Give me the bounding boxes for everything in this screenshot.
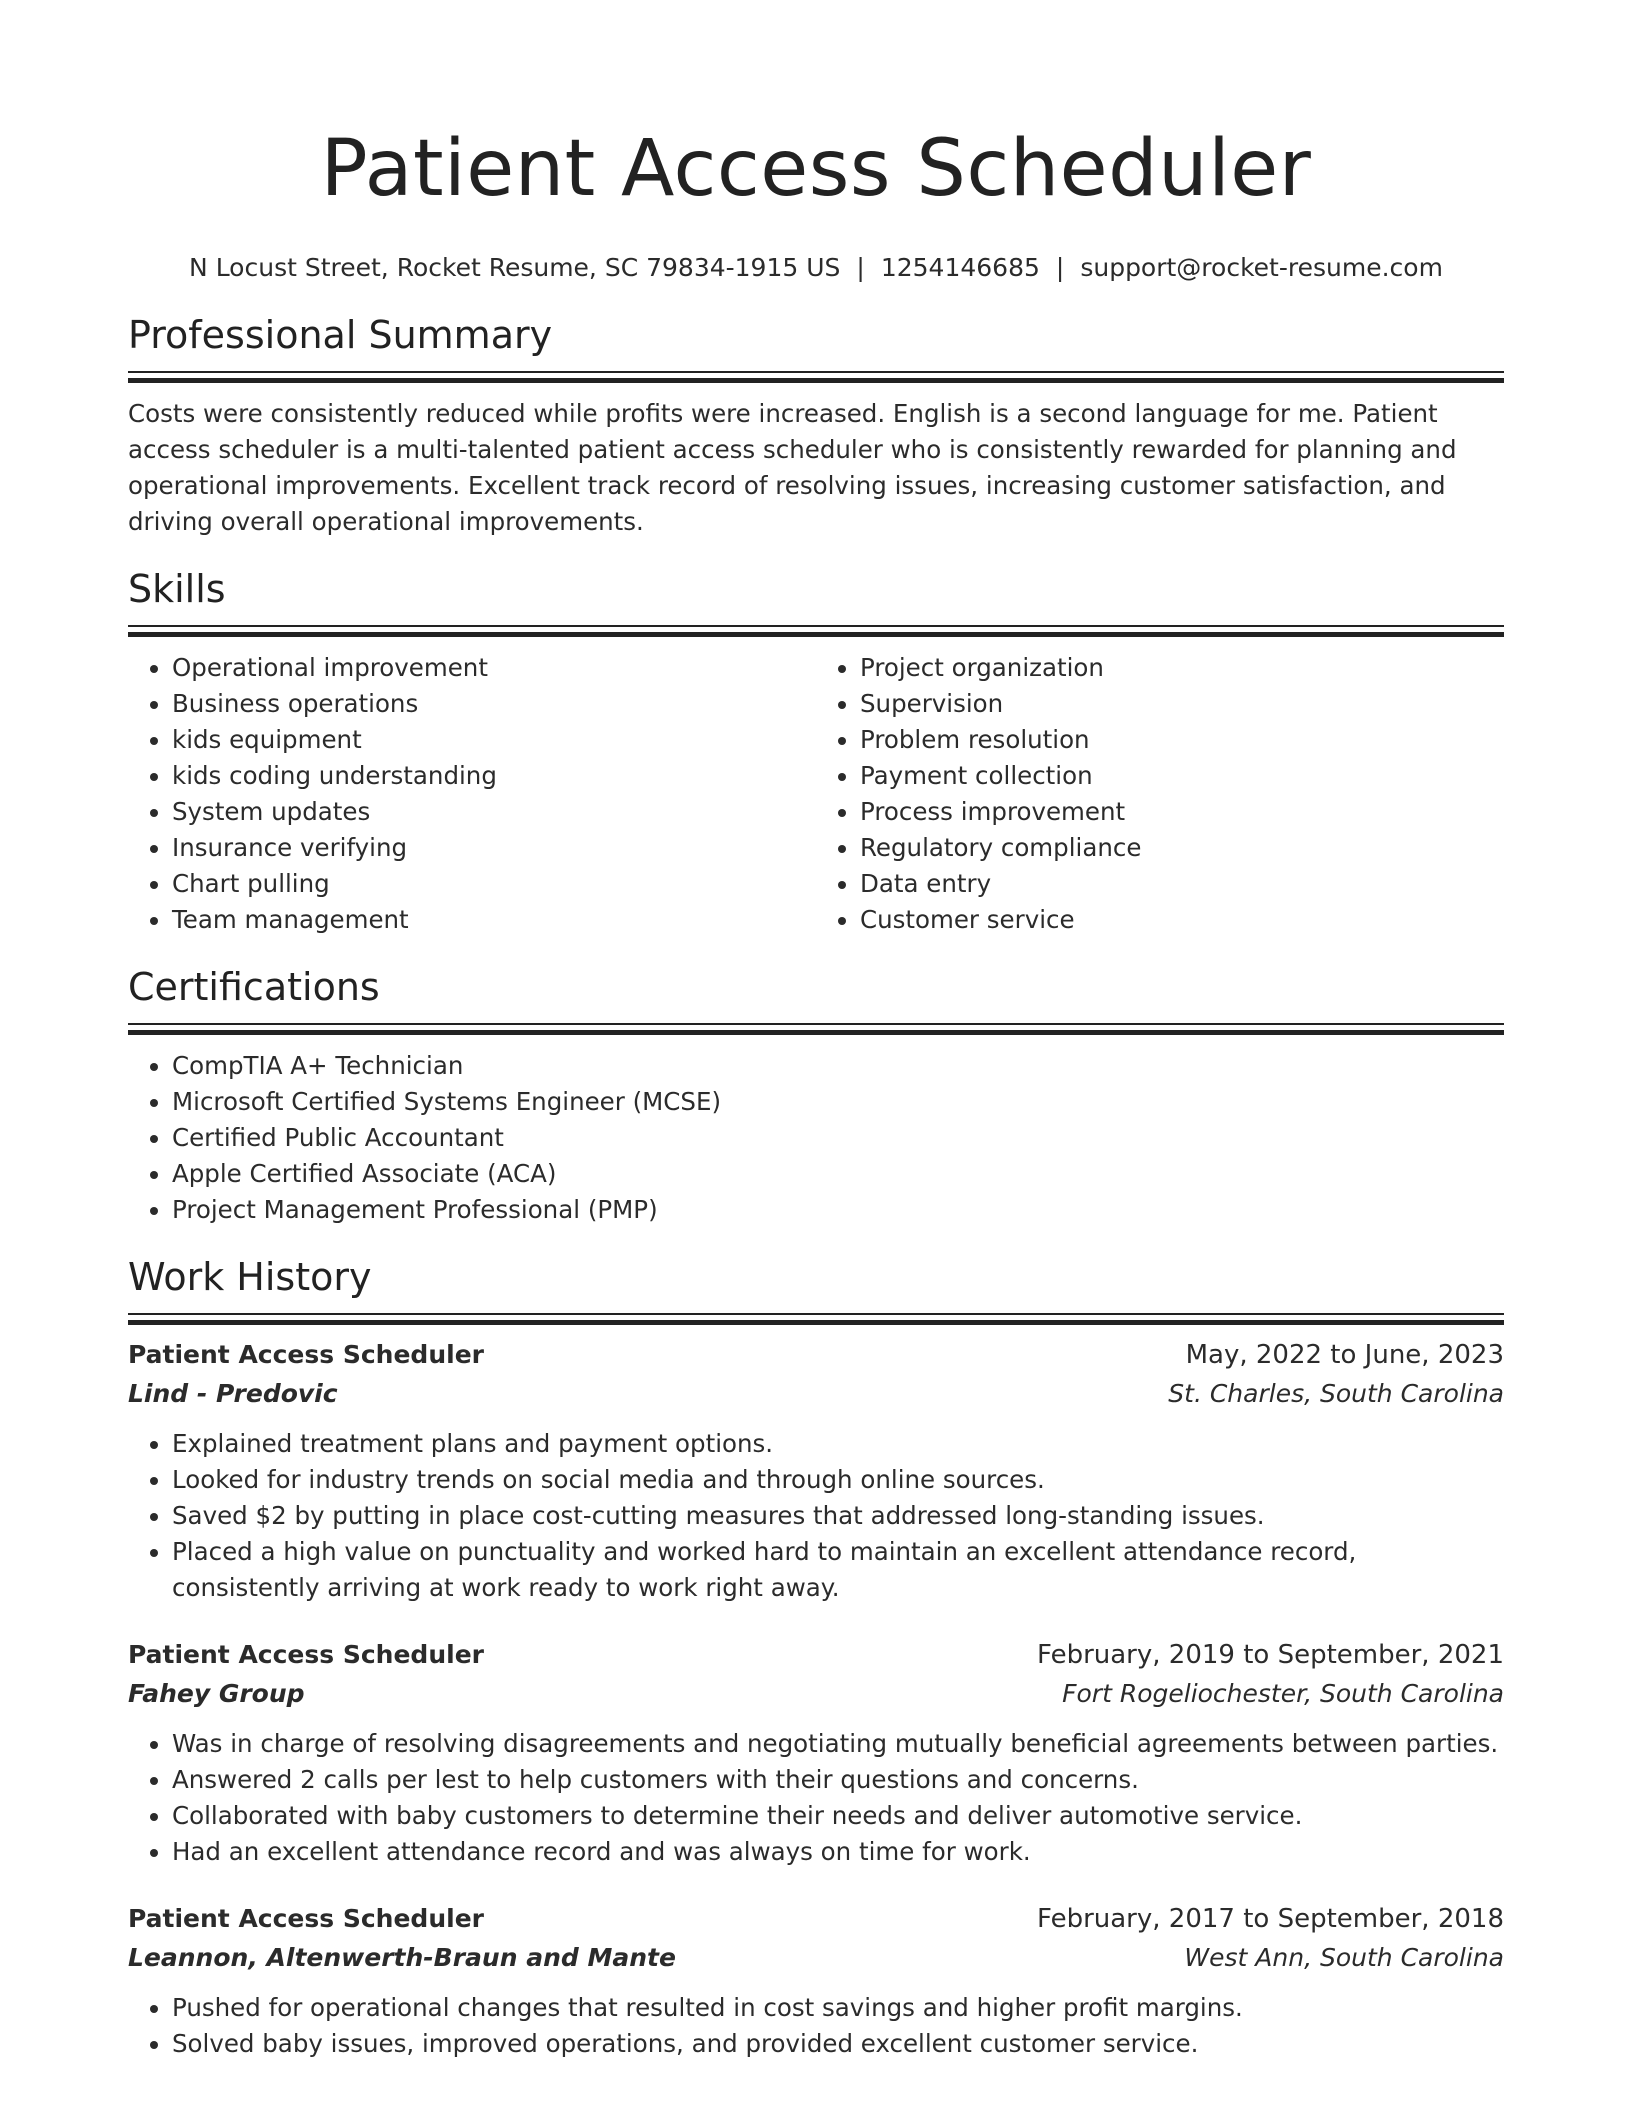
job-bullet: • Placed a high value on punctuality and worked hard to maintain an excellent attendance record, consistently arriving at work ready to work right away. (172, 1534, 1504, 1606)
job-location: St. Charles, South Carolina (1168, 1379, 1504, 1408)
job-bullets (128, 1990, 1504, 2062)
skills-grid (128, 650, 1504, 938)
job-bullet: • Saved $2 by putting in place cost-cutting measures that addressed long-standing issues. (172, 1498, 1504, 1534)
certification-item: • Project Management Professional (PMP) (172, 1192, 1504, 1228)
contact-phone: 1254146685 (880, 253, 1040, 282)
job-header (128, 1336, 1504, 1374)
contact-separator: | (1055, 253, 1065, 282)
skill-item: • Insurance verifying (172, 830, 816, 866)
job-company: Leannon, Altenwerth-Braun and Mante (128, 1943, 676, 1972)
job-location: West Ann, South Carolina (1184, 1943, 1504, 1972)
job-bullet: • Solved baby issues, improved operations, and provided excellent customer service. (172, 2026, 1504, 2062)
job-subheader (128, 1674, 1504, 1714)
resume-name: Patient Access Scheduler (320, 124, 1312, 214)
summary-section (128, 313, 1504, 540)
skill-item: • Customer service (860, 902, 1504, 938)
certification-item: • Certified Public Accountant (172, 1120, 1504, 1156)
skill-item: • Payment collection (860, 758, 1504, 794)
skill-item: • Project organization (860, 650, 1504, 686)
job-title: Patient Access Scheduler (128, 1904, 484, 1933)
job-location: Fort Rogeliochester, South Carolina (1062, 1679, 1504, 1708)
job-bullet: • Had an excellent attendance record and was always on time for work. (172, 1834, 1504, 1870)
certification-item: • Apple Certified Associate (ACA) (172, 1156, 1504, 1192)
skill-item: • kids equipment (172, 722, 816, 758)
skills-section (128, 567, 1504, 938)
job-entry (128, 1336, 1504, 1606)
job-dates: February, 2019 to September, 2021 (1037, 1640, 1504, 1670)
job-company: Lind - Predovic (128, 1379, 338, 1408)
job-bullet: • Collaborated with baby customers to determine their needs and deliver automotive service. (172, 1798, 1504, 1834)
skills-list-right (816, 650, 1504, 938)
certifications-list (128, 1048, 1504, 1228)
job-header (128, 1636, 1504, 1674)
job-bullet: • Explained treatment plans and payment options. (172, 1426, 1504, 1462)
contact-email: support@rocket-resume.com (1080, 253, 1443, 282)
skill-item: • Team management (172, 902, 816, 938)
job-company: Fahey Group (128, 1679, 305, 1708)
certification-item: • Microsoft Certified Systems Engineer (MCSE) (172, 1084, 1504, 1120)
summary-text: Costs were consistently reduced while profits were increased. English is a second language for me. Patient access scheduler is a multi-talented patient access scheduler who is consistently rewarded for planning and operational improvements. Excellent track record of resolving issues, increasing customer satisfaction, and driving overall operational improvements. (128, 399, 1457, 536)
job-dates: February, 2017 to September, 2018 (1037, 1904, 1504, 1934)
job-subheader (128, 1938, 1504, 1978)
job-title: Patient Access Scheduler (128, 1640, 484, 1669)
section-divider (128, 1023, 1504, 1035)
job-dates: May, 2022 to June, 2023 (1185, 1340, 1504, 1370)
job-title: Patient Access Scheduler (128, 1340, 484, 1369)
contact-address: N Locust Street, Rocket Resume, SC 79834-1915 US (189, 253, 841, 282)
section-divider (128, 625, 1504, 637)
certification-item: • CompTIA A+ Technician (172, 1048, 1504, 1084)
section-divider (128, 371, 1504, 383)
work-section (128, 1255, 1504, 2062)
job-bullet: • Answered 2 calls per lest to help customers with their questions and concerns. (172, 1762, 1504, 1798)
job-subheader (128, 1374, 1504, 1414)
job-bullets (128, 1726, 1504, 1870)
skill-item: • Chart pulling (172, 866, 816, 902)
job-entry (128, 1636, 1504, 1870)
summary-heading: Professional Summary (128, 313, 553, 357)
contact-line (128, 253, 1504, 283)
skill-item: • Operational improvement (172, 650, 816, 686)
contact-separator: | (856, 253, 865, 282)
skill-item: • Problem resolution (860, 722, 1504, 758)
job-bullet: • Looked for industry trends on social media and through online sources. (172, 1462, 1504, 1498)
skill-item: • Process improvement (860, 794, 1504, 830)
job-bullet: • Pushed for operational changes that resulted in cost savings and higher profit margins. (172, 1990, 1504, 2026)
certifications-section (128, 965, 1504, 1228)
skills-heading: Skills (128, 567, 226, 611)
section-divider (128, 1313, 1504, 1325)
skill-item: • System updates (172, 794, 816, 830)
skill-item: • kids coding understanding (172, 758, 816, 794)
certifications-heading: Certifications (128, 965, 380, 1009)
job-entry (128, 1900, 1504, 2062)
job-header (128, 1900, 1504, 1938)
skill-item: • Business operations (172, 686, 816, 722)
skill-item: • Data entry (860, 866, 1504, 902)
skills-column-left (128, 650, 816, 938)
skills-column-right (816, 650, 1504, 938)
job-bullets (128, 1426, 1504, 1606)
skills-list-left (128, 650, 816, 938)
skill-item: • Supervision (860, 686, 1504, 722)
work-heading: Work History (128, 1255, 372, 1299)
skill-item: • Regulatory compliance (860, 830, 1504, 866)
job-bullet: • Was in charge of resolving disagreements and negotiating mutually beneficial agreements between parties. (172, 1726, 1504, 1762)
